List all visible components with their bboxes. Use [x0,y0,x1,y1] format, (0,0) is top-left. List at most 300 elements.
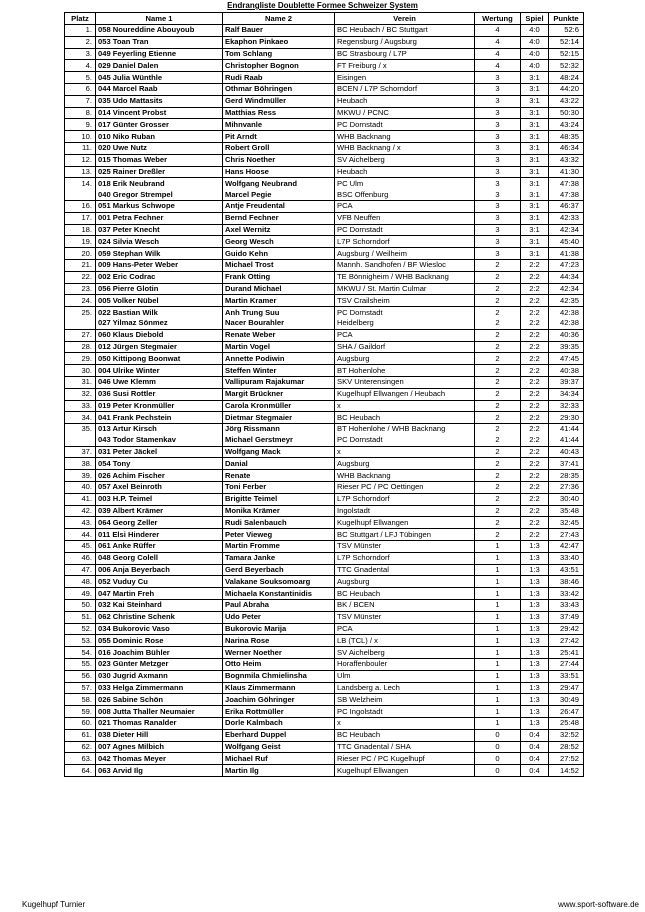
cell-name2: Danial [223,458,335,470]
table-row [65,365,584,377]
cell-verein: Regensburg / Augsburg [335,36,475,48]
cell-wertung: 0 [475,741,521,753]
cell-spiel: 3:1 [521,95,549,107]
cell-name1: 059 Stephan Wilk [96,248,223,260]
cell-wertung: 1 [475,588,521,600]
cell-name1: 011 Elsi Hinderer [96,529,223,541]
cell-verein: VFB Neuffen [335,212,475,224]
table-row [65,295,584,307]
cell-spiel: 2:2 [521,376,549,388]
cell-wertung: 1 [475,635,521,647]
cell-spiel: 1:3 [521,588,549,600]
cell-name1: 018 Erik Neubrand [96,178,223,189]
cell-name1: 026 Achim Fischer [96,470,223,482]
cell-punkte: 43:51 [549,564,584,576]
cell-spiel: 2:2 [521,283,549,295]
cell-verein: MKWU / PCNC [335,107,475,119]
cell-platz: 59. [65,706,96,718]
cell-spiel: 3:1 [521,236,549,248]
cell-punkte: 39:35 [549,341,584,353]
cell-punkte: 47:45 [549,353,584,365]
table-row [65,271,584,283]
cell-name2: Gerd Beyerbach [223,564,335,576]
cell-name2: Michael Gerstmeyr [223,435,335,446]
cell-verein: LB (TCL) / x [335,635,475,647]
cell-punkte: 27:36 [549,482,584,494]
cell-wertung: 2 [475,353,521,365]
ranking-rows [65,25,584,777]
cell-verein: Ulm [335,670,475,682]
cell-wertung: 2 [475,259,521,271]
cell-name2: Wolfgang Geist [223,741,335,753]
cell-name2: Anh Trung Suu [223,307,335,318]
cell-spiel: 2:2 [521,295,549,307]
col-header-punkte: Punkte [549,13,584,25]
cell-wertung: 3 [475,154,521,166]
cell-verein: Augsburg [335,458,475,470]
cell-verein: PCA [335,623,475,635]
cell-platz: 13. [65,166,96,178]
cell-name1: 008 Jutta Thaller Neumaier [96,706,223,718]
cell-platz: 40. [65,482,96,494]
cell-spiel: 2:2 [521,517,549,529]
cell-verein: Rieser PC / PC Oettingen [335,482,475,494]
cell-name1: 026 Sabine Schön [96,694,223,706]
cell-spiel: 1:3 [521,576,549,588]
cell-wertung: 1 [475,659,521,671]
cell-spiel: 2:2 [521,341,549,353]
table-header-row [65,13,584,25]
cell-platz: 21. [65,259,96,271]
cell-spiel: 2:2 [521,353,549,365]
cell-name2: Wolfgang Neubrand [223,178,335,189]
table-row [65,682,584,694]
cell-platz: 50. [65,600,96,612]
cell-verein: MKWU / St. Martin Culmar [335,283,475,295]
cell-spiel: 4:0 [521,25,549,37]
cell-spiel: 2:2 [521,446,549,458]
cell-name1: 049 Feyerling Etienne [96,48,223,60]
cell-verein: PC Dornstadt [335,119,475,131]
cell-name1: 048 Georg Colell [96,552,223,564]
cell-punkte: 46:37 [549,200,584,212]
cell-verein: TE Bönnigheim / WHB Backnang [335,271,475,283]
cell-name2: Carola Kronmüller [223,400,335,412]
cell-platz: 49. [65,588,96,600]
cell-punkte: 27:52 [549,753,584,765]
cell-wertung: 0 [475,729,521,741]
cell-spiel: 1:3 [521,659,549,671]
cell-verein: SB Welzheim [335,694,475,706]
cell-wertung: 2 [475,458,521,470]
cell-punkte: 27:43 [549,529,584,541]
col-header-platz: Platz [65,13,96,25]
cell-name1: 027 Yilmaz Sönmez [96,318,223,329]
cell-wertung: 1 [475,682,521,694]
cell-punkte: 39:37 [549,376,584,388]
cell-wertung: 2 [475,424,521,435]
table-row [65,729,584,741]
cell-platz: 18. [65,224,96,236]
cell-wertung: 3 [475,236,521,248]
table-row [65,36,584,48]
cell-verein: WHB Backnang [335,470,475,482]
cell-name1: 013 Artur Kirsch [96,424,223,435]
cell-name1: 061 Anke Rüffer [96,541,223,553]
cell-wertung: 2 [475,505,521,517]
cell-platz: 5. [65,72,96,84]
cell-platz: 52. [65,623,96,635]
cell-name1: 062 Christine Schenk [96,611,223,623]
cell-spiel: 0:4 [521,741,549,753]
cell-name1: 056 Pierre Glotin [96,283,223,295]
cell-spiel: 1:3 [521,635,549,647]
cell-name2: Nacer Bourahler [223,318,335,329]
cell-name1: 007 Agnes Milbich [96,741,223,753]
cell-spiel: 0:4 [521,753,549,765]
cell-platz: 16. [65,200,96,212]
cell-platz: 27. [65,329,96,341]
cell-name1: 029 Daniel Dalen [96,60,223,72]
cell-spiel: 3:1 [521,248,549,260]
cell-wertung: 1 [475,670,521,682]
cell-spiel: 1:3 [521,611,549,623]
cell-platz: 1. [65,25,96,37]
cell-wertung: 2 [475,517,521,529]
cell-verein: BCEN / L7P Schorndorf [335,83,475,95]
cell-name2: Marcel Pegie [223,189,335,200]
table-row [65,611,584,623]
cell-wertung: 3 [475,142,521,154]
cell-punkte: 43:32 [549,154,584,166]
cell-platz: 44. [65,529,96,541]
cell-verein: WHB Backnang / x [335,142,475,154]
cell-punkte: 44:20 [549,83,584,95]
cell-spiel: 4:0 [521,48,549,60]
cell-platz: 12. [65,154,96,166]
cell-verein: x [335,400,475,412]
table-row [65,83,584,95]
cell-spiel: 1:3 [521,706,549,718]
cell-platz: 8. [65,107,96,119]
table-row [65,283,584,295]
cell-spiel: 1:3 [521,600,549,612]
cell-name2: Robert Groll [223,142,335,154]
cell-spiel: 4:0 [521,36,549,48]
cell-verein: PC Dornstadt [335,435,475,446]
cell-verein: SV Aichelberg [335,647,475,659]
cell-name1: 055 Dominic Rose [96,635,223,647]
cell-platz: 63. [65,753,96,765]
cell-verein: L7P Schorndorf [335,493,475,505]
cell-spiel: 1:3 [521,694,549,706]
cell-wertung: 4 [475,48,521,60]
cell-platz: 23. [65,283,96,295]
cell-punkte: 52:6 [549,25,584,37]
cell-platz: 48. [65,576,96,588]
cell-name2: Werner Noether [223,647,335,659]
footer-event-name: Kugelhupf Turnier [22,900,86,909]
cell-name1: 039 Albert Krämer [96,505,223,517]
cell-name2: Tamara Janke [223,552,335,564]
cell-platz: 31. [65,376,96,388]
cell-platz: 17. [65,212,96,224]
cell-name1: 042 Thomas Meyer [96,753,223,765]
table-row [65,353,584,365]
cell-name1: 038 Dieter Hill [96,729,223,741]
cell-name1: 025 Rainer Dreßler [96,166,223,178]
cell-name2: Gerd Windmüller [223,95,335,107]
cell-spiel: 1:3 [521,670,549,682]
cell-name2: Matthias Ress [223,107,335,119]
cell-wertung: 1 [475,552,521,564]
table-row [65,424,584,435]
cell-verein: x [335,446,475,458]
cell-verein: FT Freiburg / x [335,60,475,72]
cell-punkte: 45:40 [549,236,584,248]
cell-spiel: 2:2 [521,435,549,446]
cell-wertung: 1 [475,623,521,635]
cell-name1: 022 Bastian Wilk [96,307,223,318]
cell-spiel: 3:1 [521,142,549,154]
cell-name2: Udo Peter [223,611,335,623]
cell-name2: Dorle Kalmbach [223,718,335,730]
cell-name1: 051 Markus Schwope [96,200,223,212]
cell-punkte: 27:44 [549,659,584,671]
cell-spiel: 2:2 [521,458,549,470]
cell-wertung: 1 [475,718,521,730]
cell-punkte: 33:40 [549,552,584,564]
cell-platz: 14. [65,178,96,189]
cell-spiel: 2:2 [521,412,549,424]
cell-wertung: 3 [475,107,521,119]
table-row [65,248,584,260]
cell-verein: Augsburg / Weilheim [335,248,475,260]
cell-name2: Narina Rose [223,635,335,647]
cell-name2: Chris Noether [223,154,335,166]
cell-name2: Guido Kehn [223,248,335,260]
cell-spiel: 2:2 [521,259,549,271]
col-header-verein: Verein [335,13,475,25]
table-row [65,48,584,60]
cell-platz: 10. [65,131,96,143]
col-header-wertung: Wertung [475,13,521,25]
cell-punkte: 25:48 [549,718,584,730]
cell-name1: 031 Peter Jäckel [96,446,223,458]
cell-platz: 43. [65,517,96,529]
cell-spiel: 0:4 [521,729,549,741]
cell-name2: Rudi Salenbauch [223,517,335,529]
table-row [65,588,584,600]
footer-website: www.sport-software.de [558,900,639,909]
cell-name1: 020 Uwe Nutz [96,142,223,154]
cell-verein: BC Heubach / BC Stuttgart [335,25,475,37]
col-header-name2: Name 2 [223,13,335,25]
cell-name2: Toni Ferber [223,482,335,494]
cell-wertung: 2 [475,482,521,494]
cell-punkte: 27:42 [549,635,584,647]
cell-name1: 032 Kai Steinhard [96,600,223,612]
cell-wertung: 3 [475,166,521,178]
cell-name2: Steffen Winter [223,365,335,377]
table-row [65,753,584,765]
cell-wertung: 2 [475,529,521,541]
cell-platz: 41. [65,493,96,505]
cell-name1: 052 Vuduy Cu [96,576,223,588]
table-row [65,694,584,706]
cell-name2: Klaus Zimmermann [223,682,335,694]
cell-verein: BSC Offenburg [335,189,475,200]
cell-name1: 057 Axel Beinroth [96,482,223,494]
table-row [65,517,584,529]
cell-name1: 037 Peter Knecht [96,224,223,236]
cell-verein: Kugelhupf Ellwangen [335,765,475,777]
cell-spiel: 2:2 [521,329,549,341]
document-title: Endrangliste Doublette Formee Schweizer System [227,1,418,10]
cell-wertung: 2 [475,400,521,412]
cell-name1: 060 Klaus Diebold [96,329,223,341]
cell-verein: SKV Unterensingen [335,376,475,388]
cell-wertung: 4 [475,36,521,48]
cell-spiel: 2:2 [521,482,549,494]
cell-platz: 56. [65,670,96,682]
cell-name1: 030 Jugrid Axmann [96,670,223,682]
cell-verein: BT Hohenlohe / WHB Backnang [335,424,475,435]
cell-spiel: 3:1 [521,72,549,84]
cell-platz: 61. [65,729,96,741]
cell-verein: SV Aichelberg [335,154,475,166]
cell-punkte: 47:23 [549,259,584,271]
cell-punkte: 48:24 [549,72,584,84]
cell-wertung: 3 [475,248,521,260]
cell-wertung: 3 [475,224,521,236]
cell-name2: Joachim Göhringer [223,694,335,706]
cell-spiel: 1:3 [521,552,549,564]
table-row [65,119,584,131]
cell-verein: TSV Crailsheim [335,295,475,307]
cell-verein: TTC Gnadental [335,564,475,576]
table-row [65,458,584,470]
cell-verein: Augsburg [335,576,475,588]
cell-punkte: 34:34 [549,388,584,400]
cell-wertung: 3 [475,95,521,107]
cell-verein: TSV Münster [335,611,475,623]
cell-name2: Martin Vogel [223,341,335,353]
cell-platz: 2. [65,36,96,48]
cell-name2: Michael Ruf [223,753,335,765]
cell-punkte: 40:36 [549,329,584,341]
cell-name1: 021 Thomas Ranalder [96,718,223,730]
cell-wertung: 4 [475,60,521,72]
cell-verein: Heubach [335,166,475,178]
cell-punkte: 40:43 [549,446,584,458]
cell-punkte: 32:45 [549,517,584,529]
cell-wertung: 1 [475,647,521,659]
table-row [65,718,584,730]
cell-name1: 040 Gregor Strempel [96,189,223,200]
cell-name1: 019 Peter Kronmüller [96,400,223,412]
table-row [65,224,584,236]
cell-verein: Horaffenbouler [335,659,475,671]
cell-name1: 010 Niko Ruban [96,131,223,143]
table-row [65,470,584,482]
cell-verein: BC Heubach [335,588,475,600]
cell-spiel: 1:3 [521,647,549,659]
cell-name2: Bukorovic Marija [223,623,335,635]
cell-wertung: 4 [475,25,521,37]
cell-name1: 054 Tony [96,458,223,470]
cell-spiel: 2:2 [521,307,549,318]
table-row [65,400,584,412]
cell-name1: 014 Vincent Probst [96,107,223,119]
table-row [65,329,584,341]
cell-punkte: 30:49 [549,694,584,706]
cell-platz: 39. [65,470,96,482]
col-header-name1: Name 1 [96,13,223,25]
cell-verein: BC Heubach [335,729,475,741]
cell-name2: Mihnvanle [223,119,335,131]
cell-platz: 9. [65,119,96,131]
cell-name1: 050 Kittipong Boonwat [96,353,223,365]
cell-name1: 015 Thomas Weber [96,154,223,166]
cell-spiel: 2:2 [521,529,549,541]
cell-punkte: 14:52 [549,765,584,777]
cell-verein: WHB Backnang [335,131,475,143]
cell-name2: Bernd Fechner [223,212,335,224]
cell-spiel: 1:3 [521,541,549,553]
cell-name2: Peter Vieweg [223,529,335,541]
cell-name1: 004 Ulrike Winter [96,365,223,377]
cell-wertung: 3 [475,189,521,200]
cell-name2: Durand Michael [223,283,335,295]
cell-punkte: 28:35 [549,470,584,482]
cell-punkte: 47:38 [549,178,584,189]
cell-platz: 51. [65,611,96,623]
cell-name2: Martin Kramer [223,295,335,307]
cell-platz: 29. [65,353,96,365]
cell-punkte: 32:33 [549,400,584,412]
cell-verein: TSV Münster [335,541,475,553]
table-row [65,435,584,446]
cell-platz: 54. [65,647,96,659]
cell-verein: PC Dornstadt [335,224,475,236]
cell-name2: Wolfgang Mack [223,446,335,458]
cell-spiel: 3:1 [521,166,549,178]
cell-verein: PC Ulm [335,178,475,189]
table-row [65,623,584,635]
cell-spiel: 3:1 [521,189,549,200]
cell-punkte: 41:44 [549,435,584,446]
cell-verein: Mannh. Sandhofen / BF Wiesloc [335,259,475,271]
cell-name1: 016 Joachim Bühler [96,647,223,659]
cell-name2: Michaela Konstantinidis [223,588,335,600]
cell-name2: Axel Wernitz [223,224,335,236]
cell-spiel: 1:3 [521,623,549,635]
cell-punkte: 29:30 [549,412,584,424]
cell-wertung: 2 [475,412,521,424]
table-row [65,259,584,271]
cell-platz: 11. [65,142,96,154]
cell-spiel: 3:1 [521,107,549,119]
cell-name1: 005 Volker Nübel [96,295,223,307]
cell-spiel: 3:1 [521,119,549,131]
cell-wertung: 2 [475,329,521,341]
cell-punkte: 35:48 [549,505,584,517]
cell-name1: 024 Silvia Wesch [96,236,223,248]
cell-wertung: 2 [475,341,521,353]
cell-wertung: 1 [475,564,521,576]
cell-punkte: 48:35 [549,131,584,143]
